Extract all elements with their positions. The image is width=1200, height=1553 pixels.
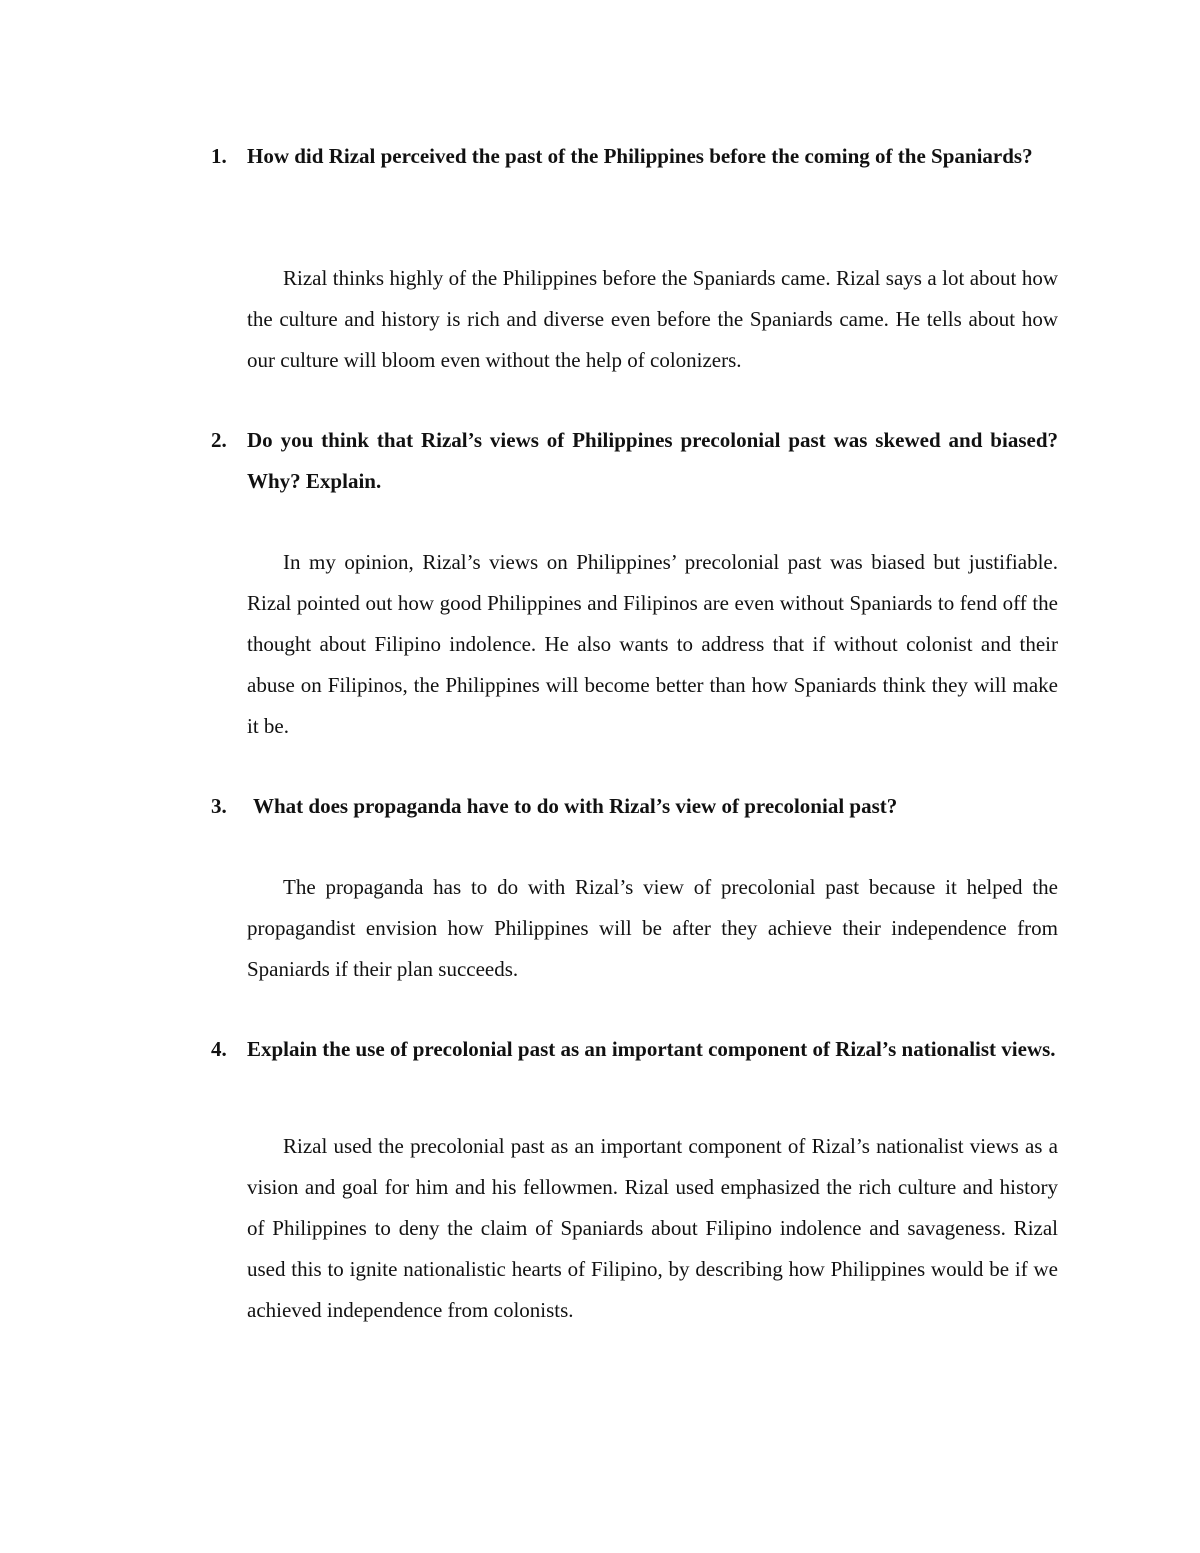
question-number: 4. [211,1037,227,1061]
answer-paragraph: The propaganda has to do with Rizal’s view of precolonial past because it helped the propagandist envision how Philippines will be after they achieve their independence from Spaniards if their plan succeeds. [247,875,1058,981]
answer-paragraph: Rizal used the precolonial past as an important component of Rizal’s nationalist views as a vision and goal for him and his fellowmen. Rizal used emphasized the rich culture and history of Philippines to deny the claim of Spaniards about Filipino indolence and savageness. Rizal used this to ignite nationalistic hearts of Filipino, by describing how Philippines would be if we achieved independence from colonists. [247,1134,1058,1322]
question-number: 3. [211,794,227,818]
question-number: 1. [211,144,227,168]
question-text: What does propaganda have to do with Rizal’s view of precolonial past? [253,794,898,818]
question-text: How did Rizal perceived the past of the Philippines before the coming of the Spaniards? [247,144,1033,168]
question-number: 2. [211,428,227,452]
answer-paragraph: Rizal thinks highly of the Philippines before the Spaniards came. Rizal says a lot about how the culture and history is rich and diverse even before the Spaniards came. He tells about how our culture will bloom even without the help of colonizers. [247,266,1058,372]
question-text: Explain the use of precolonial past as an important component of Rizal’s nationalist views. [247,1037,1056,1061]
question-text: Do you think that Rizal’s views of Philippines precolonial past was skewed and biased? Why? Explain. [247,428,1058,493]
answer-paragraph: In my opinion, Rizal’s views on Philippines’ precolonial past was biased but justifiable. Rizal pointed out how good Philippines and Filipinos are even without Spaniards to fend off the thought about Filipino indolence. He also wants to address that if without colonist and their abuse on Filipinos, the Philippines will become better than how Spaniards think they will make it be. [247,550,1058,738]
